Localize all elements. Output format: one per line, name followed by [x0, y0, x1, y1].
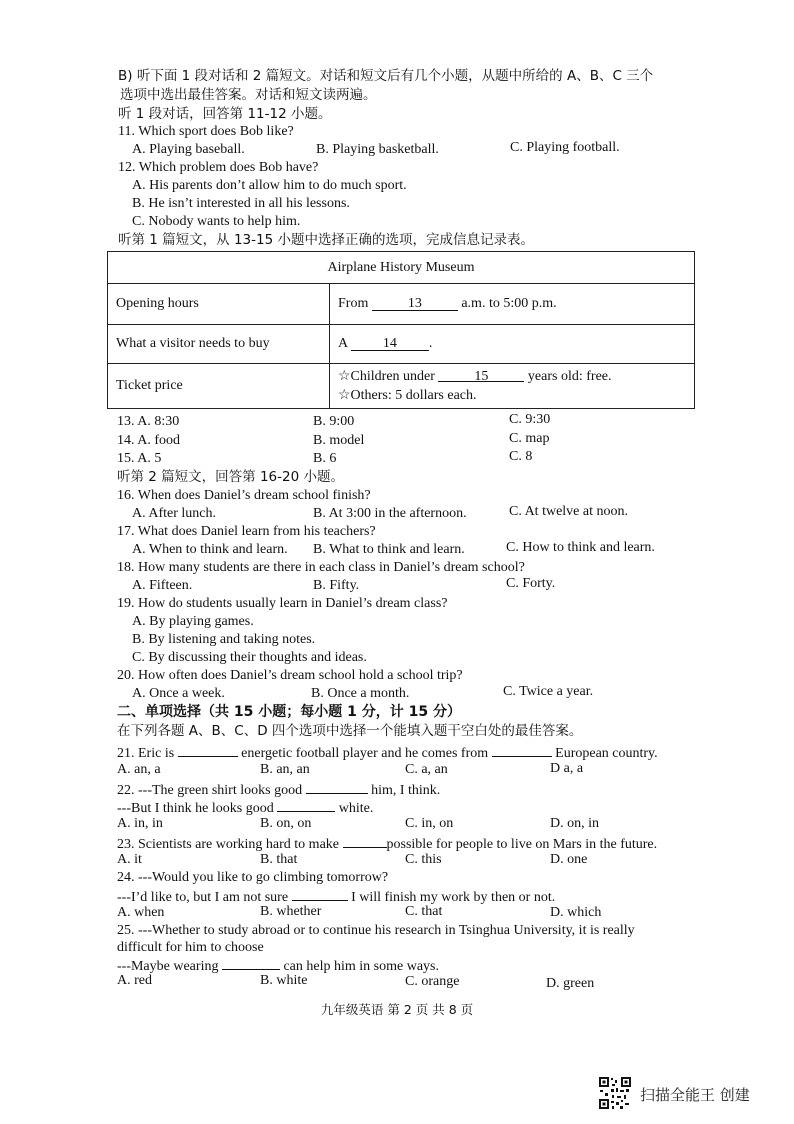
q22-stem-part: 22. ---The green shirt looks good	[117, 783, 303, 798]
q18-stem: 18. How many students are there in each class in Daniel’s dream school?	[117, 560, 525, 575]
q22-stem-part: white.	[338, 801, 374, 816]
row-value-visitor-buy	[330, 325, 695, 364]
info-record-table	[107, 251, 695, 409]
blank	[222, 955, 280, 970]
q21-stem-part: energetic football player and he comes from	[241, 746, 489, 761]
q21-stem-part: European country.	[555, 746, 658, 761]
q17-stem: 17. What does Daniel learn from his teachers?	[117, 524, 376, 539]
q21-option-d: D a, a	[550, 761, 584, 776]
blank	[292, 886, 348, 901]
q25-stem-part: can help him in some ways.	[283, 959, 439, 974]
qr-code-icon	[598, 1076, 632, 1110]
q16-option-b: B. At 3:00 in the afternoon.	[313, 506, 467, 521]
q15-option-a: 15. A. 5	[117, 451, 162, 466]
q12-stem: 12. Which problem does Bob have?	[118, 160, 319, 175]
q19-option-c: C. By discussing their thoughts and ideas.	[132, 650, 367, 665]
q19-option-b: B. By listening and taking notes.	[132, 632, 316, 647]
row-label-ticket-price: Ticket price	[108, 364, 330, 409]
q18-option-b: B. Fifty.	[313, 578, 360, 593]
q24-option-a: A. when	[117, 905, 165, 920]
passage2-intro: 听第 2 篇短文，回答第 16-20 小题。	[117, 469, 344, 485]
q17-option-c: C. How to think and learn.	[506, 540, 655, 555]
q25-stem-part: ---Maybe wearing	[117, 959, 219, 974]
blank	[178, 742, 238, 757]
blank-number: 14	[382, 336, 397, 351]
blank	[343, 833, 387, 848]
q23-option-c: C. this	[405, 852, 442, 867]
q24-stem-part: ---I’d like to, but I am not sure	[117, 890, 289, 905]
q25-option-d: D. green	[546, 976, 595, 991]
q19-stem: 19. How do students usually learn in Daniel’s dream class?	[117, 596, 448, 611]
part2-instruction: 在下列各题 A、B、C、D 四个选项中选择一个能填入题干空白处的最佳答案。	[117, 723, 583, 739]
q15-option-c: C. 8	[509, 449, 533, 464]
blank-number: 15	[474, 369, 489, 384]
children-suffix: years old: free.	[527, 369, 612, 384]
row-label-visitor-buy: What a visitor needs to buy	[108, 325, 330, 364]
q24-stem-part: I will finish my work by then or not.	[351, 890, 556, 905]
q21-option-b: B. an, an	[260, 762, 310, 777]
q23-option-b: B. that	[260, 852, 298, 867]
row-value-ticket-price	[330, 364, 695, 409]
blank-13	[372, 296, 458, 311]
value-prefix: A	[338, 336, 348, 351]
q24-line1: 24. ---Would you like to go climbing tomorrow?	[117, 870, 389, 885]
q11-option-a: A. Playing baseball.	[132, 142, 245, 157]
page-footer: 九年级英语 第 2 页 共 8 页	[320, 1002, 474, 1017]
q23-stem-part: 23. Scientists are working hard to make	[117, 837, 340, 852]
q11-option-b: B. Playing basketball.	[316, 142, 439, 157]
blank-15	[438, 367, 524, 382]
q17-option-a: A. When to think and learn.	[132, 542, 288, 557]
q22-stem-part: him, I think.	[371, 783, 441, 798]
value-prefix: From	[338, 296, 369, 311]
table-row	[108, 325, 695, 364]
table-title: Airplane History Museum	[108, 252, 695, 284]
q21-stem-part: 21. Eric is	[117, 746, 175, 761]
row-label-opening-hours: Opening hours	[108, 284, 330, 325]
q24-line2	[117, 886, 555, 907]
q11-stem: 11. Which sport does Bob like?	[118, 124, 294, 139]
q20-option-a: A. Once a week.	[132, 686, 225, 701]
section-b-instruction-1: B) 听下面 1 段对话和 2 篇短文。对话和短文后有几个小题，从题中所给的 A、B、C 三个	[118, 68, 654, 84]
q24-option-b: B. whether	[260, 904, 322, 919]
q22-option-d: D. on, in	[550, 816, 599, 831]
q25-option-b: B. white	[260, 973, 308, 988]
q18-option-c: C. Forty.	[506, 576, 556, 591]
q20-option-b: B. Once a month.	[311, 686, 410, 701]
table-row	[108, 364, 695, 409]
q23-option-a: A. it	[117, 852, 142, 867]
q22-option-c: C. in, on	[405, 816, 454, 831]
q20-option-c: C. Twice a year.	[503, 684, 594, 699]
q21-option-c: C. a, an	[405, 762, 448, 777]
q12-option-b: B. He isn’t interested in all his lessons.	[132, 196, 350, 211]
q12-option-c: C. Nobody wants to help him.	[132, 214, 301, 229]
q22-option-b: B. on, on	[260, 816, 312, 831]
q15-option-b: B. 6	[313, 451, 337, 466]
q24-option-d: D. which	[550, 905, 602, 920]
blank	[492, 742, 552, 757]
dialogue-intro: 听 1 段对话，回答第 11-12 小题。	[118, 106, 332, 122]
q13-option-b: B. 9:00	[313, 414, 355, 429]
q18-option-a: A. Fifteen.	[132, 578, 193, 593]
section-b-instruction-2: 选项中选出最佳答案。对话和短文读两遍。	[120, 87, 377, 103]
scanner-brand: 扫描全能王 创建	[640, 1086, 750, 1104]
others-price: ☆Others: 5 dollars each.	[338, 388, 477, 403]
part2-heading: 二、单项选择（共 15 小题；每小题 1 分，计 15 分）	[117, 704, 461, 720]
blank-14	[351, 336, 429, 351]
passage1-intro: 听第 1 篇短文，从 13-15 小题中选择正确的选项，完成信息记录表。	[118, 232, 534, 248]
value-suffix: .	[428, 336, 433, 351]
q16-stem: 16. When does Daniel’s dream school finish?	[117, 488, 371, 503]
q14-option-a: 14. A. food	[117, 433, 180, 448]
q20-stem: 20. How often does Daniel’s dream school hold a school trip?	[117, 668, 463, 683]
q22-stem-part: ---But I think he looks good	[117, 801, 274, 816]
children-prefix: ☆Children under	[338, 369, 435, 384]
q13-option-c: C. 9:30	[509, 412, 551, 427]
q23-option-d: D. one	[550, 852, 588, 867]
blank	[277, 797, 335, 812]
table-row	[108, 284, 695, 325]
q11-option-c: C. Playing football.	[510, 140, 620, 155]
q21-option-a: A. an, a	[117, 762, 161, 777]
q25-option-c: C. orange	[405, 974, 460, 989]
row-value-opening-hours	[330, 284, 695, 325]
blank-number: 13	[407, 296, 422, 311]
q23-stem-part: possible for people to live on Mars in the future.	[386, 837, 658, 852]
q16-option-a: A. After lunch.	[132, 506, 216, 521]
q12-option-a: A. His parents don’t allow him to do much sport.	[132, 178, 407, 193]
q16-option-c: C. At twelve at noon.	[509, 504, 628, 519]
q19-option-a: A. By playing games.	[132, 614, 254, 629]
q13-option-a: 13. A. 8:30	[117, 414, 180, 429]
q22-option-a: A. in, in	[117, 816, 163, 831]
q25-line2: difficult for him to choose	[117, 940, 264, 955]
q14-option-c: C. map	[509, 431, 550, 446]
blank	[306, 779, 368, 794]
q14-option-b: B. model	[313, 433, 365, 448]
q17-option-b: B. What to think and learn.	[313, 542, 465, 557]
value-suffix: a.m. to 5:00 p.m.	[461, 296, 557, 311]
q25-option-a: A. red	[117, 973, 152, 988]
q25-line1: 25. ---Whether to study abroad or to continue his research in Tsinghua University, it is really	[117, 923, 635, 938]
q24-option-c: C. that	[405, 904, 443, 919]
